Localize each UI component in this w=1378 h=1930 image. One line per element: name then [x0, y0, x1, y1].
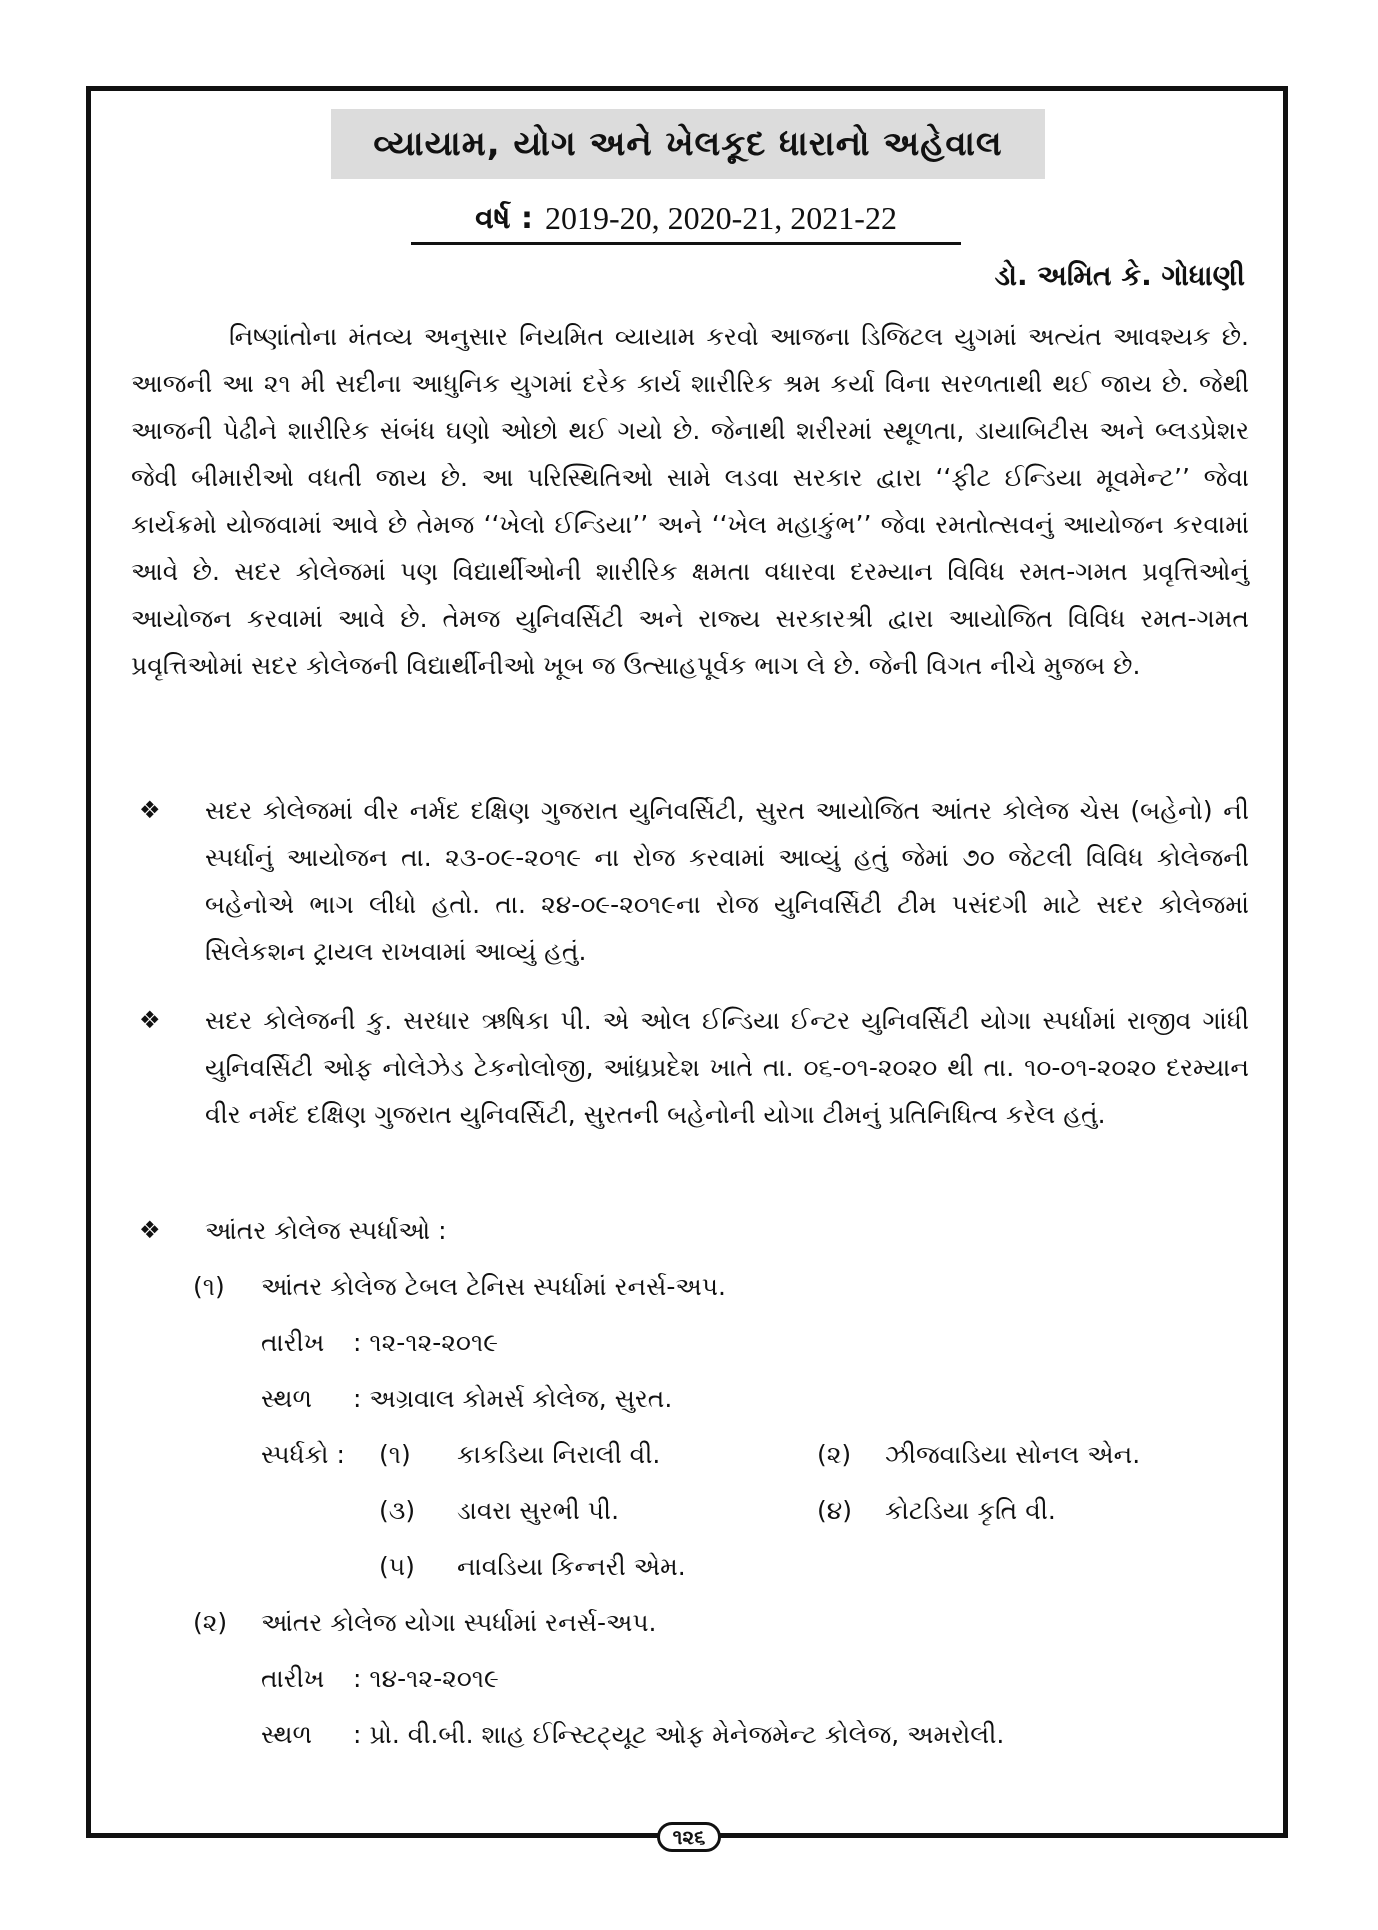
competition-number: (૧) — [193, 1272, 225, 1301]
bullet-text: આંતર કોલેજ સ્પર્ધાઓ : — [205, 1216, 447, 1245]
intro-paragraph: નિષ્ણાંતોના મંતવ્ય અનુસાર નિયમિત વ્યાયામ કરવો આજના ડિજિટલ યુગમાં અત્યંત આવશ્યક છે. આજની આ ૨૧ મી સદીના આધુનિક યુગમાં દરેક કાર્ય શારીરિક શ્રમ કર્યા વિના સરળતાથી થઈ જાય છે. જેથી આજની પેઢીને શારીરિક સંબંધ ઘણો ઓછો થઈ ગયો છે. જેનાથી શરીરમાં સ્થૂળતા, ડાયાબિટીસ અને બ્લડપ્રેશર જેવી બીમારીઓ વધતી જાય છે. આ પરિસ્થિતિઓ સામે લડવા સરકાર દ્વારા ‘‘ફીટ ઈન્ડિયા મૂવમેન્ટ’’ જેવા કાર્યક્રમો યોજવામાં આવે છે તેમજ ‘‘ખેલો ઈન્ડિયા’’ અને ‘‘ખેલ મહાકુંભ’’ જેવા રમતોત્સવનું આયોજન કરવામાં આવે છે. સદર કોલેજમાં પણ વિદ્યાર્થીઓની શારીરિક ક્ષમતા વધારવા દરમ્યાન વિવિધ રમત-ગમત પ્રવૃત્તિઓનું આયોજન કરવામાં આવે છે. તેમજ યુનિવર્સિટી અને રાજ્ય સરકારશ્રી દ્વારા આયોજિત વિવિધ રમત-ગમત પ્રવૃત્તિઓમાં સદર કોલેજની વિદ્યાર્થીનીઓ ખૂબ જ ઉત્સાહપૂર્વક ભાગ લે છે. જેની વિગત નીચે મુજબ છે. — [131, 322, 1249, 680]
diamond-bullet-icon: ❖ — [139, 1006, 161, 1034]
title-banner — [331, 109, 1045, 179]
place-value: : અગ્રવાલ કોમર્સ કોલેજ, સુરત. — [353, 1384, 673, 1413]
participant-number: (૩) — [379, 1496, 416, 1525]
date-value: : ૧૪-૧૨-૨૦૧૯ — [353, 1664, 499, 1693]
participant-number: (૧) — [379, 1440, 411, 1469]
bullet-item — [131, 1207, 1249, 1254]
bullet-item — [131, 997, 1249, 1138]
diamond-bullet-icon: ❖ — [139, 796, 161, 824]
bullet-text: સદર કોલેજની કુ. સરધાર ઋષિકા પી. એ ઓલ ઈન્ડિયા ઈન્ટર યુનિવર્સિટી યોગા સ્પર્ધામાં રાજીવ ગાંધી યુનિવર્સિટી ઓફ નોલેઝેડ ટેકનોલોજી, આંધ્રપ્રદેશ ખાતે તા. ૦૬-૦૧-૨૦૨૦ થી તા. ૧૦-૦૧-૨૦૨૦ દરમ્યાન વીર નર્મદ દક્ષિણ ગુજરાત યુનિવર્સિટી, સુરતની બહેનોની યોગા ટીમનું પ્રતિનિધિત્વ કરેલ હતું. — [205, 1006, 1249, 1129]
page-frame — [86, 86, 1288, 1838]
page-number: ૧૨૬ — [657, 1822, 721, 1852]
bullet-item — [131, 787, 1249, 975]
bullet-text: સદર કોલેજમાં વીર નર્મદ દક્ષિણ ગુજરાત યુનિવર્સિટી, સુરત આયોજિત આંતર કોલેજ ચેસ (બહેનો) ની સ્પર્ધાનું આયોજન તા. ૨૩-૦૯-૨૦૧૯ ના રોજ કરવામાં આવ્યું હતું જેમાં ૭૦ જેટલી વિવિધ કોલેજની બહેનોએ ભાગ લીધો હતો. તા. ૨૪-૦૯-૨૦૧૯ના રોજ યુનિવર્સિટી ટીમ પસંદગી માટે સદર કોલેજમાં સિલેકશન ટ્રાયલ રાખવામાં આવ્યું હતું. — [205, 796, 1249, 966]
participant-number: (૫) — [379, 1552, 415, 1581]
participant-name: ઝીજવાડિયા સોનલ એન. — [885, 1440, 1141, 1469]
place-value: : પ્રો. વી.બી. શાહ ઈન્સ્ટિટ્યૂટ ઓફ મેનેજમેન્ટ કોલેજ, અમરોલી. — [353, 1720, 1005, 1749]
participant-name: નાવડિયા કિન્નરી એમ. — [457, 1552, 686, 1581]
competition-title: આંતર કોલેજ ટેબલ ટેનિસ સ્પર્ધામાં રનર્સ-અપ. — [261, 1272, 726, 1301]
participant-name: ડાવરા સુરભી પી. — [457, 1496, 620, 1525]
place-label: સ્થળ — [261, 1384, 313, 1413]
participant-number: (૪) — [817, 1496, 853, 1525]
diamond-bullet-icon: ❖ — [139, 1216, 161, 1244]
participants-label: સ્પર્ધકો : — [261, 1440, 345, 1469]
place-label: સ્થળ — [261, 1720, 313, 1749]
participant-name: કોટડિયા કૃતિ વી. — [885, 1496, 1056, 1525]
year-values: 2019-20, 2020-21, 2021-22 — [544, 200, 897, 236]
date-value: : ૧૨-૧૨-૨૦૧૯ — [353, 1328, 499, 1357]
year-label: વર્ષ : — [475, 201, 533, 236]
participant-number: (૨) — [817, 1440, 852, 1469]
date-label: તારીખ — [261, 1664, 325, 1693]
competition-number: (૨) — [193, 1608, 228, 1637]
participant-name: કાકડિયા નિરાલી વી. — [457, 1440, 661, 1469]
page-title: વ્યાયામ, યોગ અને ખેલકૂદ ધારાનો અહેવાલ — [373, 124, 1003, 164]
years-line — [411, 195, 961, 245]
competition-title: આંતર કોલેજ યોગા સ્પર્ધામાં રનર્સ-અપ. — [261, 1608, 657, 1637]
date-label: તારીખ — [261, 1328, 325, 1357]
author-name: ડો. અમિત કે. ગોધાણી — [994, 259, 1245, 292]
